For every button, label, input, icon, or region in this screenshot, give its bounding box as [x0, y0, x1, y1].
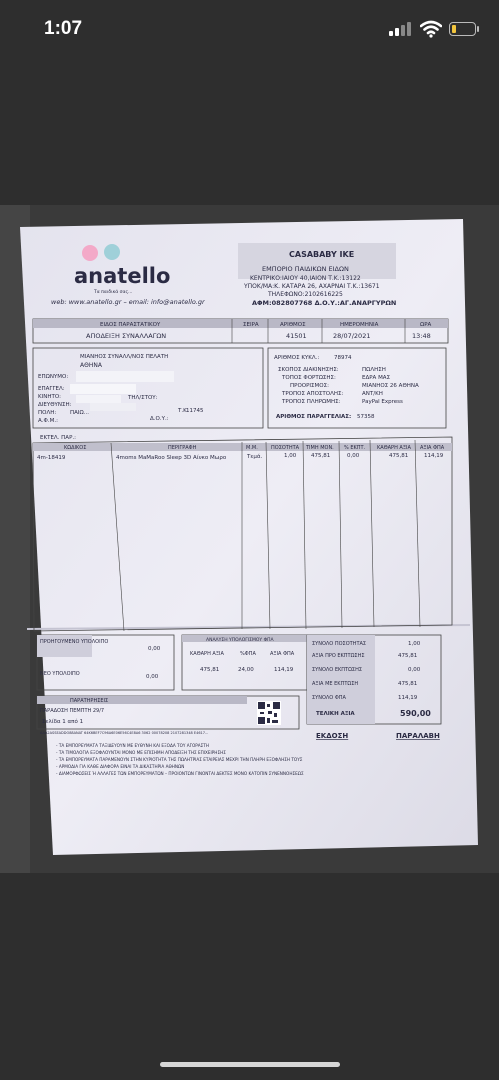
ship-value-loading: ΕΔΡΑ ΜΑΣ [362, 375, 391, 381]
col-unit: Μ.Μ. [246, 445, 258, 451]
customer-city-top: ΑΘΗΝΑ [80, 362, 102, 369]
customer-no-value: 78974 [334, 355, 352, 361]
notes-page: Σελίδα 1 από 1 [42, 719, 84, 725]
notes-line-1: ΠΑΡΑΔΟΣΗ ΠΕΜΠΤΗ 29/7 [40, 708, 105, 714]
wifi-icon [420, 20, 442, 38]
company-highlight [238, 243, 396, 279]
customer-header: ΜΙΑΝΗΟΣ ΣΥΝΑΛΛ/ΝΟΣ ΠΕΛΑΤΗ [80, 354, 169, 360]
prev-balance-value: 0,00 [148, 646, 161, 652]
new-balance-value: 0,00 [146, 674, 159, 680]
total-label-qty: ΣΥΝΟΛΟ ΠΟΣΟΤΗΤΑΣ [312, 641, 367, 647]
col-net-value: ΚΑΘΑΡΗ ΑΞΙΑ [377, 445, 411, 451]
doc-header-time: ΩΡΑ [420, 322, 432, 328]
line-discount: 0,00 [347, 453, 360, 459]
doc-header-type: ΕΙΔΟΣ ΠΑΡΑΣΤΑΤΙΚΟΥ [100, 322, 161, 328]
vat-col-percent: %ΦΠΑ [240, 651, 256, 657]
company-afm: ΑΦΜ:082807768 Δ.Ο.Υ.:ΑΓ.ΑΝΑΡΓΥΡΩΝ [252, 299, 397, 307]
logo-wordmark: anatello [74, 264, 171, 288]
label-phone: ΤΗΛ/ΣΤΟΥ: [128, 395, 158, 401]
notes-mark: AAA2ASSEADDO88ANAT 64K6BEF7C96A6E06E56C4E8A6 3062 00078208 2107281348 E4617... [40, 731, 209, 735]
status-bar [0, 0, 499, 60]
company-line-1: ΕΜΠΟΡΙΟ ΠΑΙΔΙΚΩΝ ΕΙΔΩΝ [262, 265, 349, 273]
line-net-value: 475,81 [389, 453, 409, 459]
total-discount-value: 0,00 [408, 667, 421, 673]
redaction-4 [90, 403, 136, 411]
total-qty-value: 1,00 [408, 641, 421, 647]
col-quantity: ΠΟΣΟΤΗΤΑ [271, 445, 300, 451]
ship-label-method: ΤΡΟΠΟΣ ΑΠΟΣΤΟΛΗΣ: [282, 391, 344, 397]
footer-line-2: - ΤΑ ΤΙΜΟΛΟΓΙΑ ΕΞΟΦΛΟΥΝΤΑΙ ΜΟΝΟ ΜΕ ΕΠΙΣΗΜΗ ΑΠΟΔΕΙΞΗ ΤΗΣ ΕΠΙΧΕΙΡΗΣΗΣ [56, 750, 226, 755]
label-profession: ΕΠΑΓΓΕΛ: [38, 386, 65, 392]
doc-number-value: 41501 [286, 332, 307, 340]
col-description: ΠΕΡΙΓΡΑΦΗ [168, 445, 197, 451]
vat-percent-value: 24,00 [238, 667, 254, 673]
redaction-1 [76, 371, 174, 382]
ship-label-destination: ΠΡΟΟΡΙΣΜΟΣ: [290, 383, 329, 389]
line-vat-value: 114,19 [424, 453, 444, 459]
label-surname: ΕΠΩΝΥΜΟ: [38, 374, 69, 380]
label-address: ΔΙΕΥΘΥΝΣΗ: [38, 402, 72, 408]
total-label-vat: ΣΥΝΟΛΟ ΦΠΑ [312, 695, 346, 701]
total-label-before-discount: ΑΞΙΑ ΠΡΟ ΕΚΠΤΩΣΗΣ [312, 653, 365, 659]
ship-value-destination: ΜΙΑΝΗΟΣ 26 ΑΘΗΝΑ [362, 383, 419, 389]
total-label-final: ΤΕΛΙΚΗ ΑΞΙΑ [316, 711, 355, 717]
prev-balance-label: ΠΡΟΗΓΟΥΜΕΝΟ ΥΠΟΛΟΙΠΟ [40, 639, 109, 645]
battery-tip [477, 26, 479, 32]
logo-tagline: Τα παιδικά σας... [94, 290, 133, 295]
footer-line-4: - ΑΡΜΟΔΙΑ ΓΙΑ ΚΑΘΕ ΔΙΑΦΟΡΑ ΕΙΝΑΙ ΤΑ ΔΙΚΑΣΤΗΡΙΑ ΑΘΗΝΩΝ [56, 764, 185, 769]
customer-tk-value: 11745 [186, 408, 204, 414]
doc-time-value: 13:48 [412, 332, 431, 340]
logo-character-1 [82, 245, 98, 261]
footer-line-5: - ΔΙΑΜΟΡΦΩΣΕΙΣ Ή ΑΛΛΑΓΕΣ ΤΩΝ ΕΜΠΟΡΕΥΜΑΤΩΝ – ΠΡΟΙΟΝΤΩΝ ΓΙΝΟΝΤΑΙ ΔΕΚΤΕΣ ΜΟΝΟ ΚΑΤΟΠΙΝ ΣΥΝΕΝΝΟΗΣΕΩΣ [56, 771, 304, 776]
line-description: 4moms MaMaRoo Sleep 3D Αίνκο Μωρο [116, 455, 227, 461]
total-final-value: 590,00 [400, 709, 431, 718]
company-line-2: ΚΕΝΤΡΙΚΟ:ΙΑΙΟΥ 40,ΙΑΙΟΝ Τ.Κ.:13122 [250, 275, 361, 282]
new-balance-label: ΝΕΟ ΥΠΟΛΟΙΠΟ [40, 671, 80, 677]
receive-label: ΠΑΡΑΛΑΒΗ [396, 732, 440, 740]
doc-type-value: ΑΠΟΔΕΙΞΗ ΣΥΝΑΛΛΑΓΩΝ [86, 332, 167, 340]
doc-header-series: ΣΕΙΡΑ [243, 322, 259, 328]
company-line-3: ΥΠΟΚ/ΜΑ:Κ. ΚΑΤΑΡΑ 26, ΑΧΑΡΝΑΙ Τ.Κ.:13671 [244, 283, 380, 290]
label-mobile: ΚΙΝΗΤΟ: [38, 394, 62, 400]
photo-viewer[interactable] [0, 205, 499, 873]
vat-header: ΑΝΑΛΥΣΗ ΥΠΟΛΟΓΙΣΜΟΥ ΦΠΑ [206, 638, 274, 643]
line-unit-price: 475,81 [311, 453, 331, 459]
order-no-label: ΑΡΙΘΜΟΣ ΠΑΡΑΓΓΕΛΙΑΣ: [276, 414, 352, 420]
customer-city-value: ΠΑΙΩ... [70, 410, 89, 416]
total-before-discount-value: 475,81 [398, 653, 418, 659]
ship-label-purpose: ΣΚΟΠΟΣ ΔΙΑΚΙΝΗΣΗΣ: [278, 367, 339, 373]
vat-amount-value: 114,19 [274, 667, 294, 673]
line-quantity: 1,00 [284, 453, 297, 459]
label-afm: Α.Φ.Μ.: [38, 418, 58, 424]
company-phone: ΤΗΛΕΦΩΝΟ:2102616225 [268, 291, 343, 298]
company-name: CASABABY IKE [289, 250, 355, 259]
cellular-signal-icon [389, 22, 413, 36]
total-label-after-discount: ΑΞΙΑ ΜΕ ΕΚΠΤΩΣΗ [312, 681, 359, 687]
redaction-3 [76, 395, 121, 403]
doc-date-value: 28/07/2021 [333, 332, 371, 340]
footer-line-3: - ΤΑ ΕΜΠΟΡΕΥΜΑΤΑ ΠΑΡΑΜΕΝΟΥΝ ΣΤΗΝ ΚΥΡΙΟΤΗΤΑ ΤΗΣ ΠΩΛΗΤΡΙΑΣ ΕΤΑΙΡΕΙΑΣ ΜΕΧΡΙ ΤΗΝ ΠΛΗΡΗ ΕΞΟΦΛΗΣΗ ΤΟΥΣ [56, 757, 303, 762]
label-doy-2: Δ.Ο.Υ.: [150, 416, 169, 422]
vat-net-value: 475,81 [200, 667, 220, 673]
vat-col-amount: ΑΞΙΑ ΦΠΑ [270, 651, 295, 657]
battery-icon [449, 22, 476, 36]
ship-label-loading: ΤΟΠΟΣ ΦΟΡΤΩΣΗΣ: [282, 375, 336, 381]
line-unit: Τεμά. [247, 454, 263, 460]
total-after-discount-value: 475,81 [398, 681, 418, 687]
col-code: ΚΩΔΙΚΟΣ [64, 445, 87, 451]
redaction-2 [70, 384, 136, 394]
home-indicator[interactable] [160, 1062, 340, 1067]
issue-label: ΕΚΔΟΣΗ [316, 732, 349, 740]
invoice-photo [0, 205, 499, 873]
logo-character-2 [104, 244, 120, 260]
ship-label-payment: ΤΡΟΠΟΣ ΠΛΗΡΩΜΗΣ: [282, 399, 341, 405]
footer-line-1: - ΤΑ ΕΜΠΟΡΕΥΜΑΤΑ ΤΑΞΙΔΕΥΟΥΝ ΜΕ ΕΥΘΥΝΗ ΚΑΙ ΕΞΟΔΑ ΤΟΥ ΑΓΟΡΑΣΤΗ [56, 743, 210, 748]
total-vat-value: 114,19 [398, 695, 418, 701]
notes-header: ΠΑΡΑΤΗΡΗΣΕΙΣ [70, 698, 109, 704]
ship-value-payment: PayPal Express [362, 399, 403, 405]
doc-header-number: ΑΡΙΘΜΟΣ [280, 322, 306, 328]
col-discount: % ΕΚΠΤ. [344, 445, 366, 451]
col-vat-value: ΑΞΙΑ ΦΠΑ [420, 445, 445, 451]
vat-col-net: ΚΑΘΑΡΗ ΑΞΙΑ [190, 651, 224, 657]
line-code: 4m-18419 [37, 455, 66, 461]
ext-par-label: ΕΚΤΕΛ. ΠΑΡ.: [40, 435, 76, 441]
ship-value-method: ΑΝΤ/ΚΗ [362, 391, 383, 397]
qr-code [257, 701, 281, 725]
battery-level [452, 25, 456, 33]
customer-no-label: ΑΡΙΘΜΟΣ ΚΥΚΛ.: [274, 355, 320, 361]
label-city: ΠΟΛΗ: [38, 410, 57, 416]
col-unit-price: ΤΙΜΗ ΜΟΝ. [306, 445, 334, 451]
doc-header-date: ΗΜΕΡΟΜΗΝΙΑ [340, 322, 379, 328]
web-email-line: web: www.anatello.gr – email: info@anatello.gr [51, 298, 205, 306]
ship-value-purpose: ΠΩΛΗΣΗ [362, 367, 386, 373]
label-tk: Τ.Κ. [178, 408, 189, 414]
total-label-discount: ΣΥΝΟΛΟ ΕΚΠΤΩΣΗΣ [312, 667, 362, 673]
status-time: 1:07 [44, 18, 83, 39]
order-no-value: 57358 [357, 414, 375, 420]
